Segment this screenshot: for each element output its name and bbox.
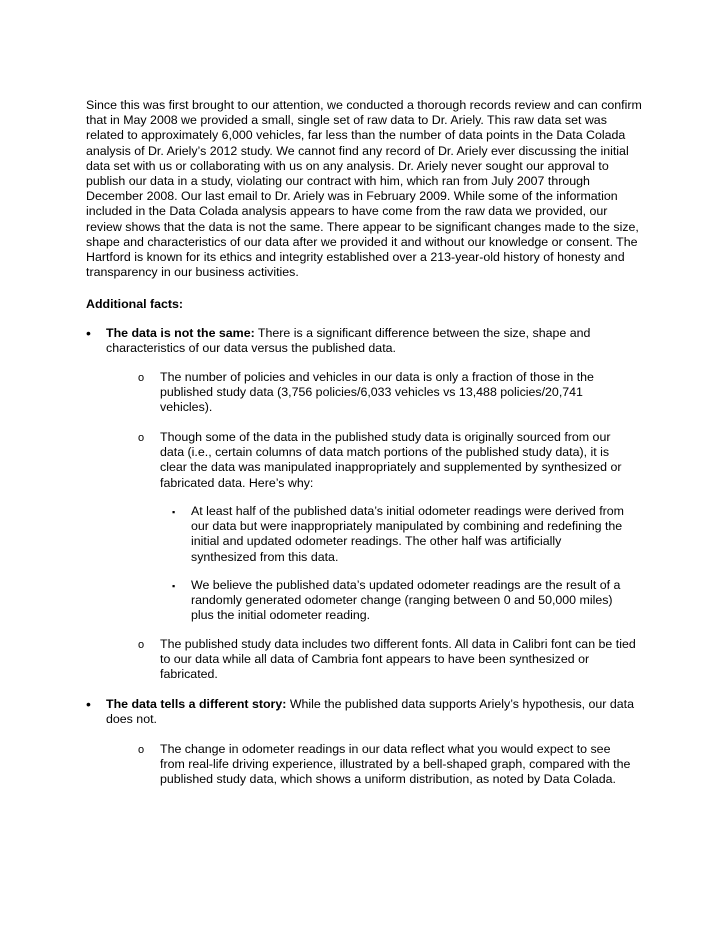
fact-1-text: There is a significant difference between the size, shape and characteristics of our data versus the published data.: [106, 326, 591, 356]
additional-facts-heading: Additional facts:: [86, 297, 184, 311]
square-marker: ▪: [172, 507, 176, 517]
fact-1-sub-2: Though some of the data in the published study data is originally sourced from our data (i.e., certain columns of data match portions of the published study data), it is clear the data was manipulated inappropriately and supplemented by synthesized or fabricated data. Here’s why:: [160, 430, 622, 490]
square-marker: ▪: [172, 581, 176, 591]
fact-1-item: [106, 326, 636, 356]
fact-2-item: [106, 697, 636, 727]
circle-marker: o: [138, 744, 145, 756]
intro-paragraph: Since this was first brought to our attention, we conducted a thorough records review and can confirm that in May 2008 we provided a small, single set of raw data to Dr. Ariely. This raw data set was related to approximately 6,000 vehicles, far less than the number of data points in the Data Colada analysis of Dr. Ariely’s 2012 study. We cannot find any record of Dr. Ariely ever discussing the initial data set with us or collaborating with us on any analysis. Dr. Ariely never sought our approval to publish our data in a study, violating our contract with him, which ran from July 2007 through December 2008. Our last email to Dr. Ariely was in February 2009. While some of the information included in the Data Colada analysis appears to have come from the raw data we provided, our review shows that the data is not the same. There appear to be significant changes made to the size, shape and characteristics of our data after we provided it and without our knowledge or consent. The Hartford is known for its ethics and integrity established over a 213-year-old history of honesty and transparency in our business activities.: [86, 98, 642, 280]
circle-marker: o: [138, 639, 145, 651]
fact-1-sub-1: The number of policies and vehicles in our data is only a fraction of those in the published study data (3,756 policies/6,033 vehicles vs 13,488 policies/20,741 vehicles).: [160, 370, 594, 415]
fact-1-title: The data is not the same:: [106, 326, 255, 340]
fact-1-subsub-2: We believe the published data’s updated odometer readings are the result of a randomly generated odometer change (ranging between 0 and 50,000 miles) plus the initial odometer reading.: [191, 578, 621, 623]
circle-marker: o: [138, 432, 145, 444]
fact-1-sub-3: The published study data includes two different fonts. All data in Calibri font can be tied to our data while all data of Cambria font appears to have been synthesized or fabricated.: [160, 637, 636, 682]
fact-2-text: While the published data supports Ariely’s hypothesis, our data does not.: [106, 697, 634, 727]
bullet-marker: •: [86, 325, 91, 341]
bullet-marker: •: [86, 696, 91, 712]
fact-2-sub-1: The change in odometer readings in our data reflect what you would expect to see from real-life driving experience, illustrated by a bell-shaped graph, compared with the published study data, which shows a uniform distribution, as noted by Data Colada.: [160, 742, 631, 787]
circle-marker: o: [138, 372, 145, 384]
fact-2-title: The data tells a different story:: [106, 697, 287, 711]
fact-1-subsub-1: At least half of the published data’s initial odometer readings were derived from our data but were inappropriately manipulated by combining and redefining the initial and updated odometer readings. The other half was artificially synthesized from this data.: [191, 504, 625, 564]
